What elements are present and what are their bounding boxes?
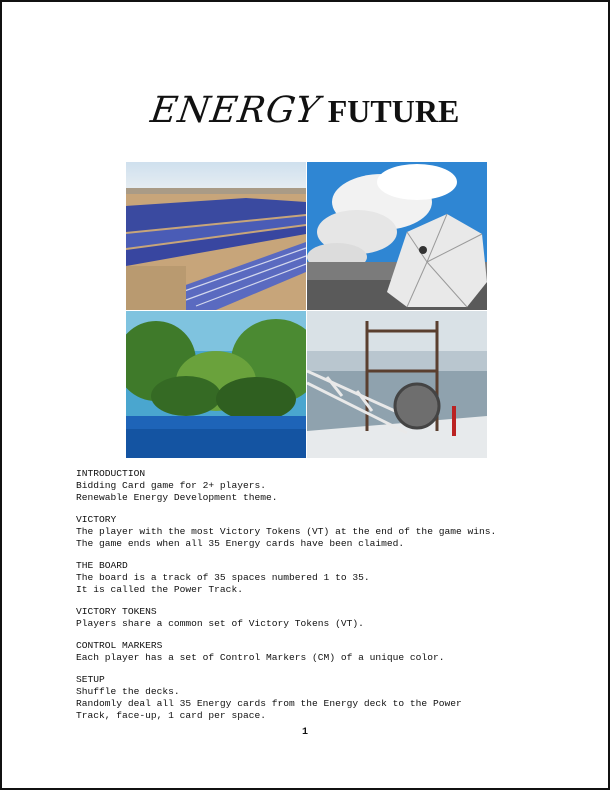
geothermal-plant-image [307,162,487,310]
wetland-image [126,311,306,458]
section-heading: INTRODUCTION [76,468,146,479]
title-energy: ENERGY [147,90,323,131]
section-victory-tokens [76,606,546,630]
section-line: It is called the Power Track. [76,584,243,595]
section-the-board [76,560,546,596]
section-line: Players share a common set of Victory Tokens (VT). [76,618,364,629]
section-line: Shuffle the decks. [76,686,180,697]
rules-text [76,468,546,732]
section-heading: VICTORY [76,514,117,525]
section-victory [76,514,546,550]
section-line: The player with the most Victory Tokens (VT) at the end of the game wins. [76,526,497,537]
section-line: Renewable Energy Development theme. [76,492,278,503]
section-line: Bidding Card game for 2+ players. [76,480,266,491]
page-title [2,90,608,131]
section-heading: VICTORY TOKENS [76,606,157,617]
section-introduction [76,468,546,504]
page-number: 1 [301,727,308,738]
section-line: The game ends when all 35 Energy cards have been claimed. [76,538,405,549]
title-future: FUTURE [327,93,460,129]
section-heading: THE BOARD [76,560,128,571]
wave-energy-image [307,311,487,458]
solar-panels-image [126,162,306,310]
section-heading: CONTROL MARKERS [76,640,163,651]
section-line: Track, face-up, 1 card per space. [76,710,266,721]
section-line: Randomly deal all 35 Energy cards from the Energy deck to the Power [76,698,462,709]
section-setup [76,674,546,722]
section-line: Each player has a set of Control Markers (CM) of a unique color. [76,652,445,663]
photo-collage [126,162,487,458]
section-control-markers [76,640,546,664]
section-line: The board is a track of 35 spaces numbered 1 to 35. [76,572,370,583]
section-heading: SETUP [76,674,105,685]
